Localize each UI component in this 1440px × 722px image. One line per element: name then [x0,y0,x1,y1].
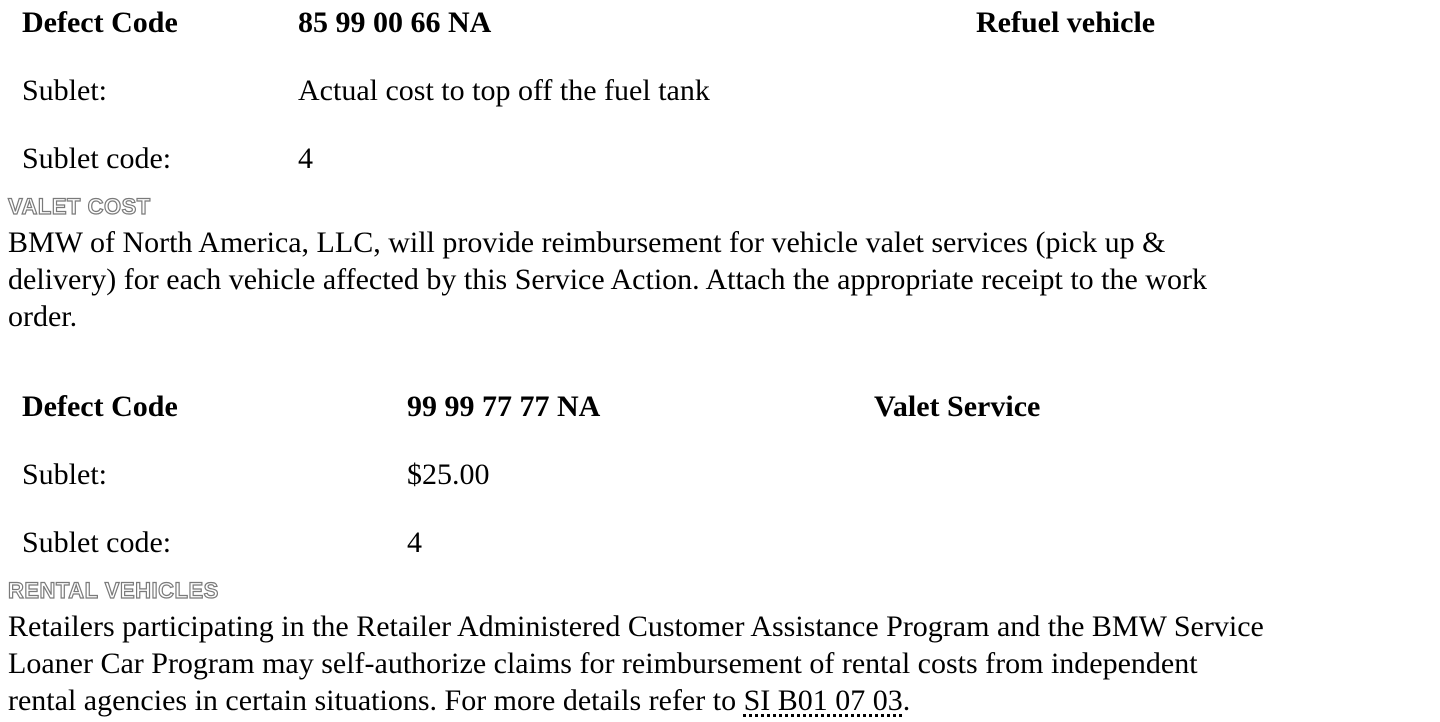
defect-code-label: Defect Code [22,390,178,423]
paragraph-line: BMW of North America, LLC, will provide reimbursement for vehicle valet services (pick up & [8,226,1166,259]
paragraph-line: Loaner Car Program may self-authorize claims for reimbursement of rental costs from independent [8,647,1198,680]
defect-title: Refuel vehicle [976,6,1156,39]
sublet-code-label: Sublet code: [22,142,172,175]
rental-paragraph [8,608,1428,719]
paragraph-text: rental agencies in certain situations. For more details refer to [8,684,744,717]
paragraph-line: delivery) for each vehicle affected by this Service Action. Attach the appropriate receipt to the work [8,263,1207,296]
defect-code-value: 99 99 77 77 NA [407,390,601,423]
sublet-code-value: 4 [298,142,313,175]
si-reference-link[interactable]: SI B01 07 03 [743,684,903,717]
paragraph-line-last [8,682,1428,719]
sublet-value: Actual cost to top off the fuel tank [298,74,710,107]
defect-code-value: 85 99 00 66 NA [298,6,492,39]
sublet-code-label: Sublet code: [22,526,172,559]
section-heading-rental-vehicles: RENTAL VEHICLES [8,578,219,603]
defect-code-label: Defect Code [22,6,178,39]
defect-title: Valet Service [874,390,1041,423]
sublet-code-value: 4 [407,526,422,559]
paragraph-period: . [902,684,911,717]
valet-paragraph [8,224,1428,335]
paragraph-line: order. [8,300,78,333]
paragraph-line: Retailers participating in the Retailer Administered Customer Assistance Program and the BMW Service [8,610,1264,643]
sublet-label: Sublet: [22,458,108,491]
section-heading-valet-cost: VALET COST [8,194,151,219]
sublet-value: $25.00 [407,458,490,491]
sublet-label: Sublet: [22,74,108,107]
